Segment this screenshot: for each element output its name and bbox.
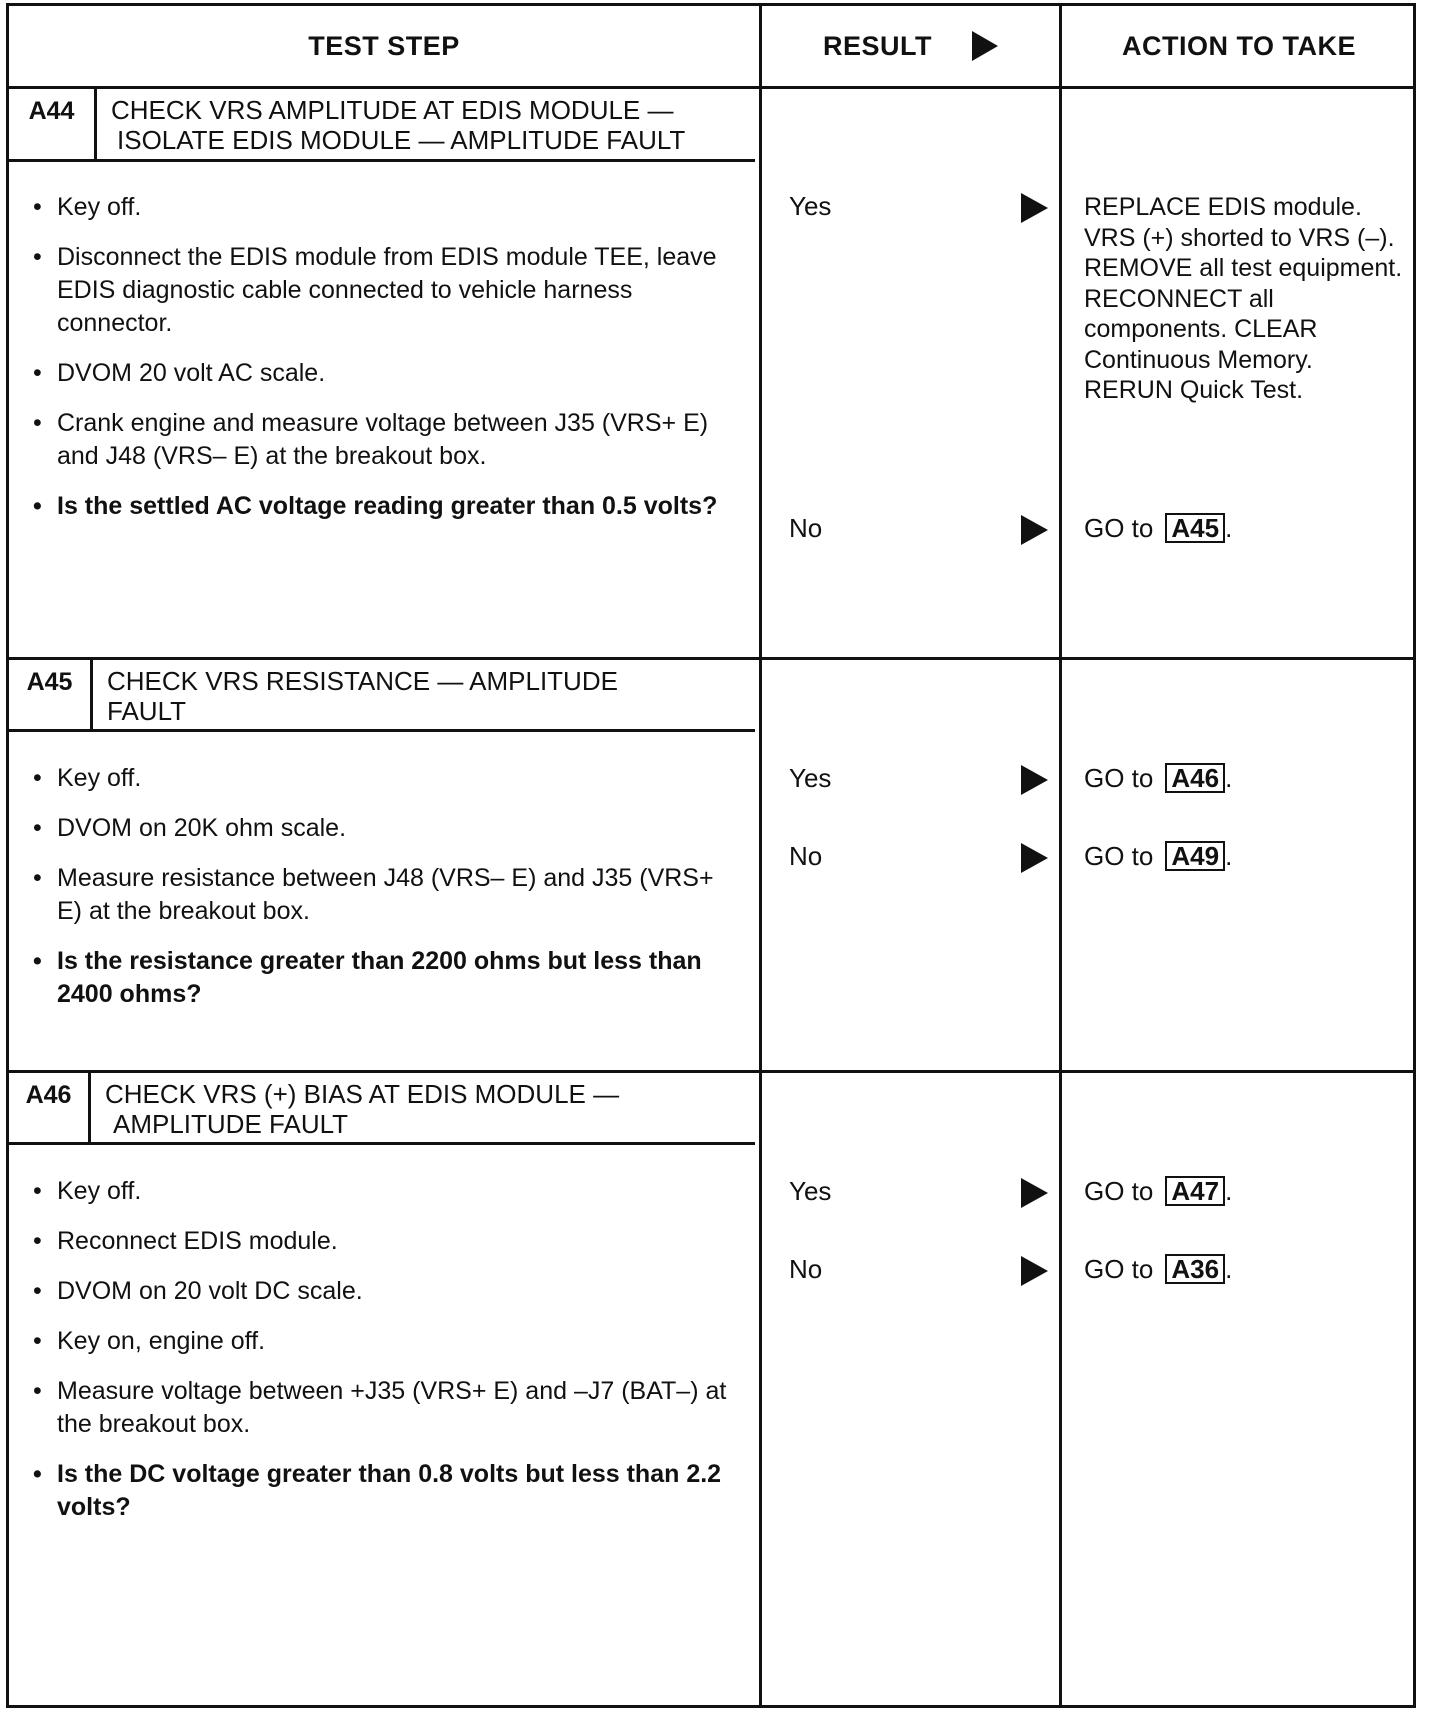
goto-end: . (1225, 841, 1233, 871)
step-ref-link[interactable]: A49 (1165, 841, 1225, 871)
action-goto (1084, 513, 1232, 544)
bullet-item: • Key off. (31, 762, 731, 795)
step-ref-link[interactable]: A45 (1165, 513, 1225, 543)
bullet-item: • Measure voltage between +J35 (VRS+ E) and –J7 (BAT–) at the breakout box. (31, 1375, 731, 1441)
step-name-line2: FAULT (107, 696, 186, 726)
step-ref-link[interactable]: A36 (1165, 1254, 1225, 1284)
action-text: REPLACE EDIS module. VRS (+) shorted to VRS (–). REMOVE all test equipment. RECONNECT all components. CLEAR Continuous Memory. RERUN Quick Test. (1084, 193, 1403, 404)
header-result (762, 6, 1059, 86)
column-divider-action (1059, 6, 1062, 1705)
step-name (111, 89, 685, 159)
goto-end: . (1225, 1254, 1233, 1284)
result-no: No (789, 513, 823, 543)
step-question: • Is the settled AC voltage reading greater than 0.5 volts? (31, 490, 731, 523)
step-ref-link[interactable]: A47 (1165, 1176, 1225, 1206)
goto-label: GO to (1084, 763, 1154, 793)
step-bullets-a45 (31, 762, 731, 1028)
step-name-line2: ISOLATE EDIS MODULE — AMPLITUDE FAULT (117, 125, 686, 155)
step-ref-link[interactable]: A46 (1165, 763, 1225, 793)
result-no: No (789, 1254, 823, 1284)
step-name-line1: CHECK VRS AMPLITUDE AT EDIS MODULE — (111, 95, 674, 125)
bullet-item: • Crank engine and measure voltage between J35 (VRS+ E) and J48 (VRS– E) at the breakout box. (31, 407, 731, 473)
arrow-right-icon (1021, 1256, 1048, 1286)
bullet-item: • Reconnect EDIS module. (31, 1225, 731, 1258)
step-id: A44 (9, 89, 97, 159)
result-yes: Yes (789, 763, 832, 793)
bullet-item: • DVOM on 20 volt DC scale. (31, 1275, 731, 1308)
header-result-label: RESULT (823, 30, 932, 61)
goto-end: . (1225, 763, 1233, 793)
bullet-item: • Measure resistance between J48 (VRS– E) and J35 (VRS+ E) at the breakout box. (31, 862, 731, 928)
bullet-item: • Disconnect the EDIS module from EDIS module TEE, leave EDIS diagnostic cable connected to vehicle harness connector. (31, 241, 731, 340)
action-goto (1084, 1254, 1232, 1285)
action-goto (1084, 763, 1232, 794)
column-divider-result (759, 6, 762, 1705)
step-title-a45 (9, 660, 755, 732)
arrow-right-icon (1021, 515, 1048, 545)
result-yes: Yes (789, 1176, 832, 1206)
step-bullets-a46 (31, 1175, 731, 1541)
step-id: A45 (9, 660, 93, 729)
goto-label: GO to (1084, 1176, 1154, 1206)
action-goto (1084, 841, 1232, 872)
step-name-line1: CHECK VRS (+) BIAS AT EDIS MODULE — (105, 1079, 620, 1109)
step-name-line1: CHECK VRS RESISTANCE — AMPLITUDE (107, 666, 618, 696)
step-name-line2: AMPLITUDE FAULT (113, 1109, 349, 1139)
result-yes: Yes (789, 191, 832, 221)
bullet-item: • DVOM on 20K ohm scale. (31, 812, 731, 845)
goto-label: GO to (1084, 1254, 1154, 1284)
step-title-a44 (9, 89, 755, 162)
action-goto (1084, 1176, 1232, 1207)
step-question: • Is the resistance greater than 2200 ohms but less than 2400 ohms? (31, 945, 731, 1011)
step-title-a46 (9, 1073, 755, 1145)
goto-end: . (1225, 1176, 1233, 1206)
arrow-right-icon (1021, 843, 1048, 873)
arrow-right-icon (1021, 1178, 1048, 1208)
header-test-step: TEST STEP (308, 30, 460, 61)
step-question: • Is the DC voltage greater than 0.8 volts but less than 2.2 volts? (31, 1458, 731, 1524)
goto-label: GO to (1084, 513, 1154, 543)
arrow-right-icon (1021, 765, 1048, 795)
goto-label: GO to (1084, 841, 1154, 871)
step-id: A46 (9, 1073, 91, 1142)
bullet-item: • DVOM 20 volt AC scale. (31, 357, 731, 390)
bullet-item: • Key on, engine off. (31, 1325, 731, 1358)
step-name (107, 660, 618, 729)
result-no: No (789, 841, 823, 871)
bullet-item: • Key off. (31, 191, 731, 224)
header-action: ACTION TO TAKE (1122, 30, 1356, 61)
arrow-right-icon (972, 31, 998, 61)
step-name (105, 1073, 619, 1142)
step-bullets-a44 (31, 191, 731, 540)
arrow-right-icon (1021, 193, 1048, 223)
diagnostic-table (6, 3, 1416, 1708)
bullet-item: • Key off. (31, 1175, 731, 1208)
goto-end: . (1225, 513, 1233, 543)
